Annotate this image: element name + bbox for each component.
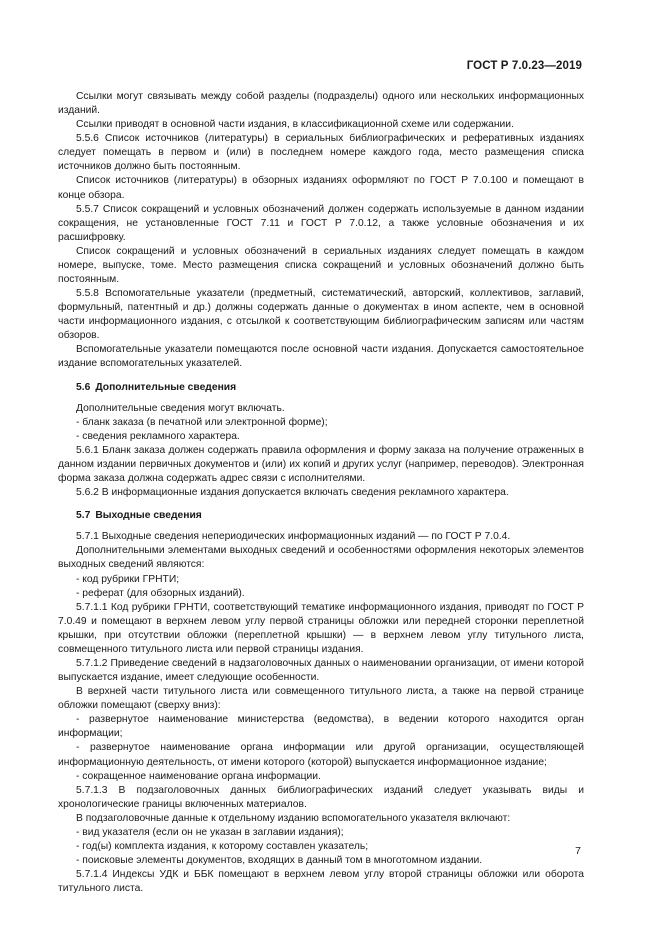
- paragraph: Дополнительными элементами выходных сведений и особенностями оформления некоторых элементов выходных сведений являются:: [58, 545, 584, 571]
- list-item: - развернутое наименование органа информации или другой организации, осуществляющей информационную деятельность, от имени которого (которой) выпускается информационное издание;: [58, 742, 584, 768]
- paragraph: 5.7.1.3 В подзаголовочных данных библиографических изданий следует указывать виды и хронологические границы включенных материалов.: [58, 784, 584, 810]
- paragraph: Список сокращений и условных обозначений в сериальных изданиях следует помещать в каждом номере, выпуске, томе. Место размещения списка сокращений и условных обозначений должно быть постоянным.: [58, 245, 584, 286]
- section-number: 5.6: [76, 381, 91, 393]
- paragraph: 5.5.7 Список сокращений и условных обозначений должен содержать используемые в данном издании сокращения, не установленные ГОСТ 7.11 и ГОСТ Р 7.0.12, а также условные обозначения и их расшифровку.: [58, 203, 584, 243]
- paragraph: 5.7.1.4 Индексы УДК и ББК помещают в верхнем левом углу второй страницы обложки или оборота титульного листа.: [58, 869, 584, 895]
- paragraph: 5.7.1.2 Приведение сведений в надзаголовочных данных о наименовании организации, от имени которой выпускается издание, имеет следующие особенности.: [58, 657, 584, 684]
- list-item: - поисковые элементы документов, входящих в данный том в многотомном издании.: [76, 855, 483, 867]
- paragraph: 5.6.1 Бланк заказа должен содержать правила оформления и форму заказа на получение отраженных в данном издании первичных документов и (или) их копий и других услуг (например, переводов). Электронная форма заказа должна содержать адрес связи с исполнителями.: [58, 444, 584, 485]
- list-item: - вид указателя (если он не указан в заглавии издания);: [76, 826, 344, 838]
- section-title: Выходные сведения: [95, 510, 202, 522]
- list-item: - реферат (для обзорных изданий).: [76, 587, 245, 599]
- list-item: - сокращенное наименование органа информации.: [76, 770, 321, 782]
- paragraph: 5.7.1.1 Код рубрики ГРНТИ, соответствующий тематике информационного издания, приводят по ГОСТ Р 7.0.49 и помещают в верхнем левом углу первой страницы обложки или передней сторонки переплетной крышки, при отсутствии обложки (переплетной крышки) — в верхнем левом углу титульного листа, совмещенного титульного листа или первой страницы издания.: [58, 601, 584, 655]
- list-item: - сведения рекламного характера.: [76, 430, 240, 442]
- section-number: 5.7: [76, 510, 91, 522]
- list-item: - код рубрики ГРНТИ;: [76, 573, 180, 585]
- paragraph: 5.5.6 Список источников (литературы) в сериальных библиографических и реферативных изданиях следует помещать в первом и (или) в последнем номере каждого года, место размещения списка источников должно быть постоянным.: [58, 133, 584, 173]
- paragraph: В верхней части титульного листа или совмещенного титульного листа, а также на первой странице обложки помещают (сверху вниз):: [58, 686, 584, 712]
- section-heading-5-7: [58, 509, 584, 523]
- paragraph: Вспомогательные указатели помещаются после основной части издания. Допускается самостоятельное издание вспомогательных указателей.: [58, 344, 584, 370]
- paragraph: 5.5.8 Вспомогательные указатели (предметный, систематический, авторский, коллективов, заглавий, формульный, патентный и др.) должны содержать данные о документах в ином аспекте, чем в основной части информационного издания, с отсылкой к соответствующим библиографическим записям или частям обзоров.: [58, 288, 584, 342]
- paragraph: 5.6.2 В информационные издания допускается включать сведения рекламного характера.: [76, 487, 509, 499]
- document-body: [58, 90, 584, 896]
- standard-header: ГОСТ Р 7.0.23—2019: [466, 60, 582, 72]
- paragraph: Ссылки могут связывать между собой разделы (подразделы) одного или нескольких информационных изданий.: [58, 91, 584, 117]
- list-item: - бланк заказа (в печатной или электронной форме);: [76, 416, 328, 428]
- section-title: Дополнительные сведения: [95, 381, 237, 393]
- paragraph: Дополнительные сведения могут включать.: [76, 402, 285, 414]
- list-item: - развернутое наименование министерства (ведомства), в ведении которого находится орган информации;: [58, 714, 584, 740]
- paragraph: Список источников (литературы) в обзорных изданиях оформляют по ГОСТ Р 7.0.100 и помещают в конце обзора.: [58, 175, 584, 201]
- paragraph: 5.7.1 Выходные сведения непериодических информационных изданий — по ГОСТ Р 7.0.4.: [76, 531, 511, 543]
- section-heading-5-6: [58, 381, 584, 395]
- list-item: - год(ы) комплекта издания, к которому составлен указатель;: [76, 840, 369, 852]
- page-number: 7: [575, 845, 581, 857]
- paragraph: В подзаголовочные данные к отдельному изданию вспомогательного указателя включают:: [76, 812, 511, 824]
- paragraph: Ссылки приводят в основной части издания, в классификационной схеме или содержании.: [76, 119, 514, 131]
